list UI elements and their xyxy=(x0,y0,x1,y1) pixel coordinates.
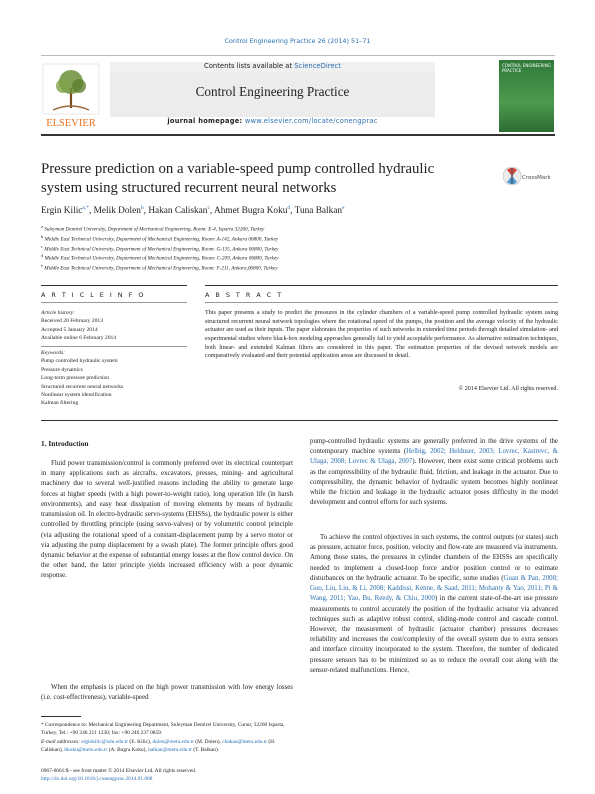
article-info-heading: A R T I C L E I N F O xyxy=(41,291,146,299)
keyword: Kalman filtering xyxy=(41,400,79,407)
email-link[interactable]: balkan@metu.edu.tr xyxy=(148,747,192,754)
copyright-notice: © 2014 Elsevier Ltd. All rights reserved. xyxy=(458,386,558,392)
journal-reference[interactable]: Control Engineering Practice 26 (2014) 51–71 xyxy=(224,37,371,45)
author[interactable]: Hakan Caliskan$^c$, xyxy=(148,205,215,217)
publication-meta xyxy=(41,767,301,783)
paragraph: When the emphasis is placed on the high power transmission with low energy losses (i.e. cost-effectiveness), variable-speed xyxy=(41,684,293,702)
author[interactable]: Melik Dolen$^b$, xyxy=(93,205,149,217)
section-heading-introduction: 1. Introduction xyxy=(41,439,89,448)
citation-links[interactable]: Helbig, 2002; Helduser, 2003; Lovrec, Kastrevc, & Ulaga, 2008; Lovrec & Ulaga, 2007 xyxy=(310,448,558,466)
sciencedirect-link[interactable]: ScienceDirect xyxy=(294,62,341,70)
journal-homepage xyxy=(110,117,435,125)
paper-title xyxy=(41,160,481,198)
paragraph: Fluid power transmission/control is commonly preferred over its electrical counterpart in many applications such as aircrafts, excavators, presses, mining- and agricultural machinery due to several well-justified reasons including the ability to generate large forces at higher speeds (with a high power-to-weight ratio), long operation life (in harsh environments), and easy heat dissipation of moving elements by means of hydraulic transmission oil. In electro-hydraulic servo-systems (EHSSs), the hydraulic power is either controlled by throttling principle (using servo-valves) or by volumetric control principle (via adjusting the rotational speed of a constant-displacement pump by a servo motor or via adjusting the pump displacement by a swash plate). The former principle offers good dynamic behavior at the expense of substantial energy losses at the flow control device. On the other hand, the latter principle yields increased efficiency with a poor dynamic response. xyxy=(41,460,293,580)
abstract-text: This paper presents a study to predict the pressures in the cylinder chambers of a variable-speed pump controlled hydraulic system using structured recurrent neural network topologies where the rotational speed of the pumps, the position and the average velocity of the hydraulic actuator are used as their inputs. The paper elaborates the properties of such networks in extended time periods through detailed simulation- and experimental studies where black-box modeling approaches generally fail to yield acceptable performance. As alternative estimation techniques, both linear- and extended Kalman filters are considered in this paper. The estimation properties of the devised network models are comparatively evaluated and their potential application areas are discussed in detail. xyxy=(205,310,558,360)
affiliation: $^d$ Middle East Technical University, Department of Mechanical Engineering, Room: C-209, Ankara 06800, Turkey xyxy=(41,253,279,263)
elsevier-logo[interactable] xyxy=(41,62,101,130)
citation-links[interactable]: Guan & Pan, 2008; Guo, Liu, Liu, & Li, 2008; Kaddissi, Kenne, & Saad, 2011; Mohanty & Yao, 2011; Pi & Wang, 2011; Yao, Bu, Reedy, & Chiu, 2000 xyxy=(310,574,558,603)
contents-prefix: Contents lists available at xyxy=(204,62,295,70)
affiliations xyxy=(41,224,541,273)
affiliation: $^c$ Middle East Technical University, Department of Mechanical Engineering, Room: G-135, Ankara 06800, Turkey xyxy=(41,243,279,253)
keyword: Nonlinear system identification xyxy=(41,391,112,398)
author-list xyxy=(41,205,541,216)
keyword: Pressure dynamics xyxy=(41,366,83,373)
homepage-label: journal homepage: xyxy=(167,117,243,125)
journal-cover-image[interactable] xyxy=(499,60,554,132)
corresponding-author-note: * Correspondence to: Mechanical Engineering Department, Suleyman Demirel University, Cunur, 32260 Isparta, Turkey. Tel.: +90 246 211 1230; fax: +90 246 237 0859. xyxy=(41,722,285,737)
divider xyxy=(41,420,558,421)
contents-availability xyxy=(110,62,435,72)
cover-title: CONTROL ENGINEERING PRACTICE xyxy=(502,63,551,73)
received-date: Received 20 February 2013 xyxy=(41,318,103,325)
accepted-date: Accepted 5 January 2014 xyxy=(41,326,98,333)
history-label: Article history: xyxy=(41,310,76,316)
paragraph: pump-controlled hydraulic systems are generally preferred in the drive systems of the contemporary machine systems (Helbig, 2002; Helduser, 2003; Lovrec, Kastrevc, & Ulaga, 2008; Lovrec & Ulaga, 2007). However, there exist some critical problems such as the compressibility of the hydraulic fluid, friction, and leakage in the actuator. Due to compressibility, the dynamic behavior of hydraulic system becomes highly nonlinear while the friction and leakage in the hydraulic actuator poses difficulty in the model development and control efforts for such systems. xyxy=(310,438,559,507)
elsevier-wordmark: ELSEVIER xyxy=(46,118,96,129)
footnote-divider xyxy=(41,716,81,717)
email-link[interactable]: erginkilic@sdu.edu.tr xyxy=(81,738,129,745)
email-link[interactable]: bkoku@metu.edu.tr xyxy=(64,747,108,754)
affiliation: $^e$ Middle East Technical University, Department of Mechanical Engineering, Room: F-211, Ankara,06800, Turkey xyxy=(41,263,278,272)
title-line-2: system using structured recurrent neural networks xyxy=(41,179,337,196)
affiliation: $^a$ Suleyman Demirel University, Department of Mechanical Engineering, Room: E-4, Isparta 32260, Turkey xyxy=(41,224,265,233)
doi-link[interactable]: http://dx.doi.org/10.1016/j.conengprac.2014.01.008 xyxy=(41,776,153,783)
author[interactable]: Ergin Kilic$^{a,*}$, xyxy=(41,205,94,217)
article-history xyxy=(41,309,191,343)
abstract-heading: A B S T R A C T xyxy=(205,291,284,299)
email-link[interactable]: chakan@metu.edu.tr xyxy=(222,738,268,745)
keywords-label: Keywords: xyxy=(41,350,66,356)
issn-line: 0967-0661/$ - see front matter © 2014 Elsevier Ltd. All rights reserved. xyxy=(41,768,197,774)
journal-title[interactable]: Control Engineering Practice xyxy=(195,84,350,99)
affiliation: $^b$ Middle East Technical University, Department of Mechanical Engineering, Room: A-142, Ankara 06800, Turkey xyxy=(41,233,279,243)
keyword: Long-term pressure prediction xyxy=(41,375,110,382)
divider xyxy=(205,285,558,286)
email-link[interactable]: dolen@metu.edu.tr xyxy=(152,738,194,745)
divider xyxy=(41,285,187,286)
divider xyxy=(41,346,187,347)
online-date: Available online 6 February 2014 xyxy=(41,335,117,342)
author[interactable]: Tuna Balkan$^e$ xyxy=(294,205,345,217)
author[interactable]: Ahmet Bugra Koku$^d$, xyxy=(214,205,295,217)
title-line-1: Pressure prediction on a variable-speed pump controlled hydraulic xyxy=(41,161,435,177)
email-addresses: E-mail addresses: erginkilic@sdu.edu.tr (E. Kilic), dolen@metu.edu.tr (M. Dolen), chakan@metu.edu.tr (H. Caliskan), bkoku@metu.edu.tr (A. Bugra Koku), balkan@metu.edu.tr (T. Balkan). xyxy=(41,738,276,754)
crossmark-label[interactable]: CrossMark xyxy=(522,175,551,181)
homepage-link[interactable]: www.elsevier.com/locate/conengprac xyxy=(244,117,378,125)
paragraph: To achieve the control objectives in such systems, the control outputs (or states) such as pressure, actuator force, position, velocity and flow-rate are measured via instruments. Among those states, the pressures in cylinder chambers of the EHSSs are specifically needed to implement a closed-loop force and/or position control or to estimate disturbances on the hydraulic actuator. To be specific, some studies (Guan & Pan, 2008; Guo, Liu, Liu, & Li, 2008; Kaddissi, Kenne, & Saad, 2011; Mohanty & Yao, 2011; Pi & Wang, 2011; Yao, Bu, Reedy, & Chiu, 2000) in the current state-of-the-art use pressure measurements to control accurately the position of the hydraulic actuator via advanced techniques such as adaptive robust control, sliding-mode control and cascade control. However, the measurement of hydraulic (actuator chamber) pressures decreases reliability and increases the cost/complexity of the overall system due to extra sensors and interface circuitry incorporated to the system. Therefore, the number of dedicated pressure sensors has to be minimized so as to reduce the overall cost along with the sensor-related malfunctions. Hence, xyxy=(310,534,558,674)
keyword: Pump controlled hydraulic system xyxy=(41,358,118,365)
keywords xyxy=(41,349,191,408)
divider xyxy=(41,302,187,303)
keyword: Structured recurrent neural networks xyxy=(41,383,124,390)
divider xyxy=(205,302,558,303)
footnotes xyxy=(41,721,293,755)
